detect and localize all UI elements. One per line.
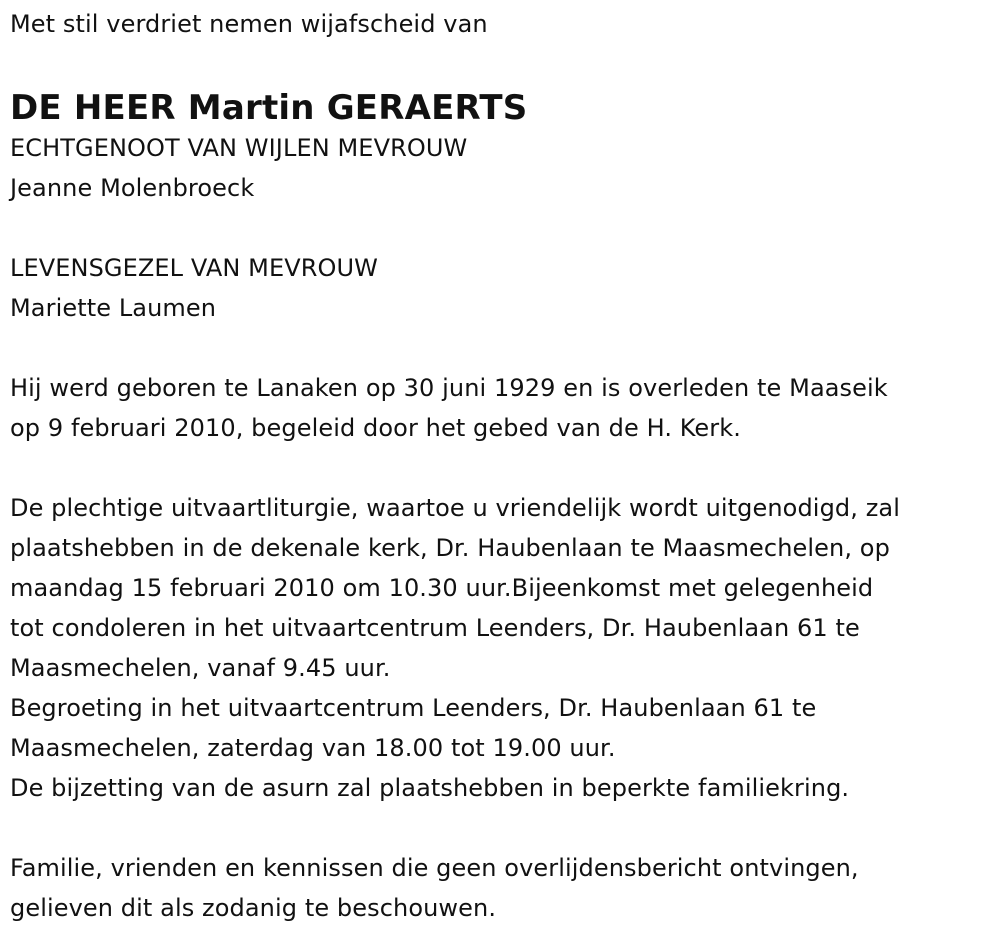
paragraph-line: Maasmechelen, vanaf 9.45 uur. xyxy=(10,654,391,682)
paragraph-line: tot condoleren in het uitvaartcentrum Leenders, Dr. Haubenlaan 61 te xyxy=(10,614,860,642)
paragraph-line: Familie, vrienden en kennissen die geen overlijdensbericht ontvingen, xyxy=(10,854,859,882)
paragraph-line: Hij werd geboren te Lanaken op 30 juni 1929 en is overleden te Maaseik xyxy=(10,374,888,402)
paragraph-line: op 9 februari 2010, begeleid door het gebed van de H. Kerk. xyxy=(10,414,741,442)
paragraph-line: Begroeting in het uitvaartcentrum Leenders, Dr. Haubenlaan 61 te xyxy=(10,694,817,722)
spouse-title: ECHTGENOOT VAN WIJLEN MEVROUW xyxy=(10,134,468,162)
intro-text: Met stil verdriet nemen wijafscheid van xyxy=(10,10,488,38)
obituary-notice xyxy=(10,0,995,928)
paragraph-line: gelieven dit als zodanig te beschouwen. xyxy=(10,894,497,922)
paragraph-line: De bijzetting van de asurn zal plaatshebben in beperkte familiekring. xyxy=(10,774,850,802)
partner-title: LEVENSGEZEL VAN MEVROUW xyxy=(10,254,379,282)
birth-death-paragraph xyxy=(10,368,995,448)
spacer xyxy=(10,448,995,488)
spacer xyxy=(10,328,995,368)
paragraph-line: maandag 15 februari 2010 om 10.30 uur.Bijeenkomst met gelegenheid xyxy=(10,574,874,602)
paragraph-line: Maasmechelen, zaterdag van 18.00 tot 19.00 uur. xyxy=(10,734,616,762)
spouse-name: Jeanne Molenbroeck xyxy=(10,174,255,202)
paragraph-line: plaatshebben in de dekenale kerk, Dr. Haubenlaan te Maasmechelen, op xyxy=(10,534,890,562)
funeral-paragraph xyxy=(10,488,995,808)
paragraph-line: De plechtige uitvaartliturgie, waartoe u vriendelijk wordt uitgenodigd, zal xyxy=(10,494,900,522)
spacer xyxy=(10,208,995,248)
partner-name: Mariette Laumen xyxy=(10,294,217,322)
deceased-name: DE HEER Martin GERAERTS xyxy=(10,88,528,128)
spacer xyxy=(10,808,995,848)
closing-paragraph xyxy=(10,848,995,928)
